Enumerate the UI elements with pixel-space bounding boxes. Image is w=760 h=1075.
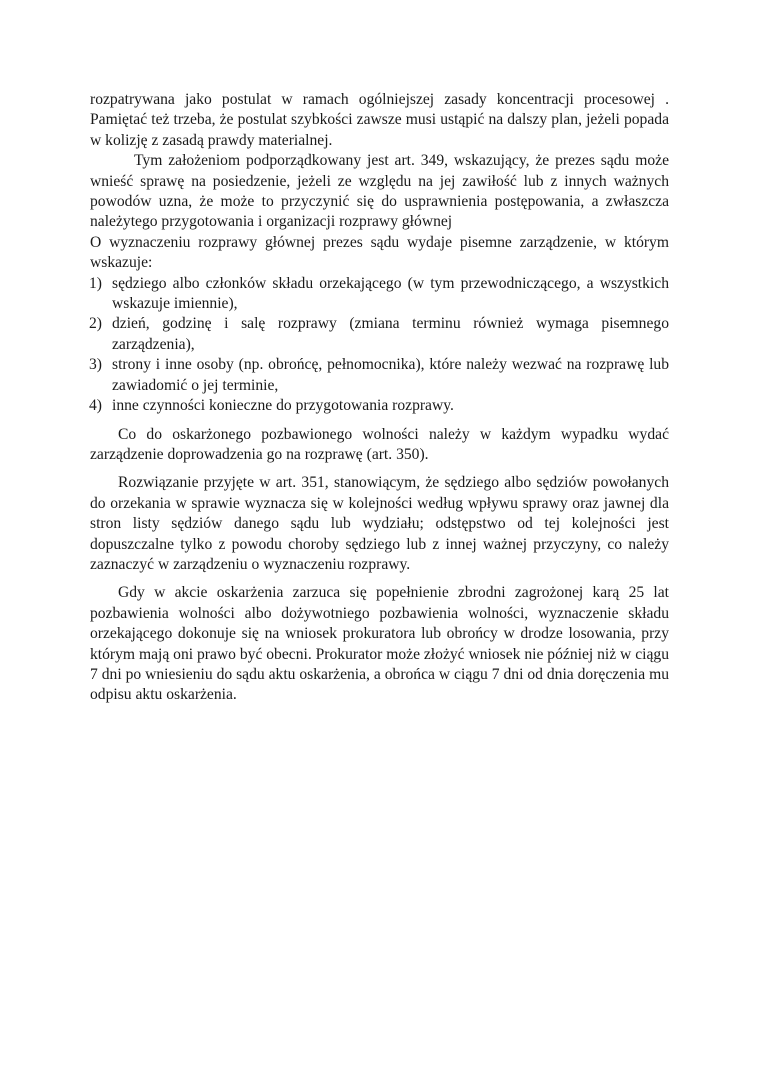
paragraph-5: Rozwiązanie przyjęte w art. 351, stanowiącym, że sędziego albo sędziów powołanych do orzekania w sprawie wyznacza się w kolejności według wpływu sprawy oraz jawnej dla stron listy sędziów danego sądu lub wydziału; odstępstwo od tej kolejności jest dopuszczalne tylko z powodu choroby sędziego lub z innej ważnej przyczyny, co należy zaznaczyć w zarządzeniu o wyznaczeniu rozprawy.: [90, 474, 669, 573]
paragraph-4: Co do oskarżonego pozbawionego wolności należy w każdym wypadku wydać zarządzenie doprowadzenia go na rozprawę (art. 350).: [90, 425, 669, 463]
list-item-number: 3): [89, 356, 102, 374]
list-item: [90, 355, 669, 396]
list-item-text: strony i inne osoby (np. obrońcę, pełnomocnika), które należy wezwać na rozprawę lub zawiadomić o jej terminie,: [112, 356, 669, 394]
paragraph-3: O wyznaczeniu rozprawy głównej prezes sądu wydaje pisemne zarządzenie, w którym wskazuje:: [90, 233, 669, 272]
paragraph-6: Gdy w akcie oskarżenia zarzuca się popełnienie zbrodni zagrożonej karą 25 lat pozbawienia wolności albo dożywotniego pozbawienia wolności, wyznaczenie składu orzekającego dokonuje się na wniosek prokuratora lub obrońcy w drodze losowania, przy którym mają oni prawo być obecni. Prokurator może złożyć wniosek nie później niż w ciągu 7 dni po wniesieniu do sądu aktu oskarżenia, a obrońca w ciągu 7 dni od dnia doręczenia mu odpisu aktu oskarżenia.: [90, 584, 669, 704]
list-item-number: 1): [89, 274, 102, 292]
list-item-text: sędziego albo członków składu orzekającego (w tym przewodniczącego, a wszystkich wskazuje imiennie),: [112, 274, 669, 313]
document-page: [90, 90, 669, 706]
list-item-number: 4): [89, 397, 102, 415]
list-item-text: inne czynności konieczne do przygotowania rozprawy.: [112, 397, 454, 415]
requirements-list: [90, 274, 669, 417]
list-item: [90, 396, 669, 416]
list-item-text: dzień, godzinę i salę rozprawy (zmiana terminu również wymaga pisemnego zarządzenia),: [112, 315, 669, 353]
paragraph-2: Tym założeniom podporządkowany jest art. 349, wskazujący, że prezes sądu może wnieść sprawę na posiedzenie, jeżeli ze względu na jej zawiłość lub z innych ważnych powodów uzna, że może to przyczynić się do usprawnienia postępowania, a zwłaszcza należytego przygotowania i organizacji rozprawy głównej: [90, 152, 669, 231]
list-item-number: 2): [89, 315, 102, 333]
list-item: [90, 274, 669, 315]
paragraph-1: rozpatrywana jako postulat w ramach ogólniejszej zasady koncentracji procesowej . Pamiętać też trzeba, że postulat szybkości zawsze musi ustąpić na dalszy plan, jeżeli popada w kolizję z zasadą prawdy materialnej.: [90, 91, 669, 149]
list-item: [90, 314, 669, 355]
